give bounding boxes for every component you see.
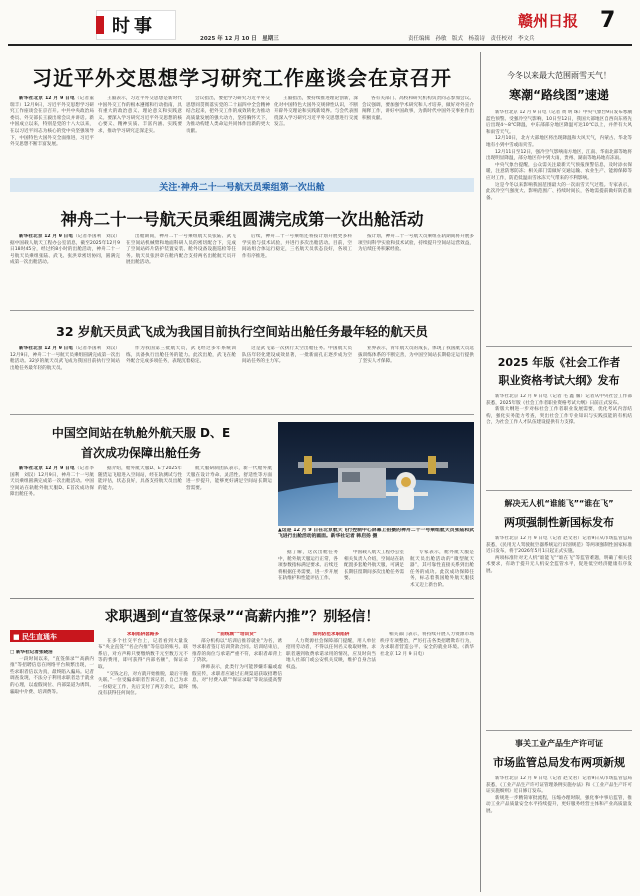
h2-col-4: 业界表示，青年航天员的成长，体现了我国航天员选拔训练体系的不断完善，为中国空间站长期稳定运行提供了坚实人才保障。 [358,346,474,365]
sidebar-kicker-1: 今冬以来最大范围雨雪天气！ [507,71,611,80]
feature-headline-1: 神舟二十一号航天员乘组圆满完成第一次出舱活动 [60,210,424,229]
sidebar-headline-3b: 两项强制性新国标发布 [504,516,614,529]
photo-caption: ▲这是 12 月 9 日在北京航天飞行控制中心屏幕上拍摄的神舟二十一号乘组航天员张陆和武飞进行出舱活动的画面。新华社记者 韩启扬 摄 [278,528,474,540]
sidebar-headline-4b: 市场监管总局发布两项新规 [493,756,625,769]
sidebar-divider [480,52,481,892]
sidebar-headline-2a: 2025 年版《社会工作者 [497,356,621,369]
lead-col-1: 新华社北京 12 月 9 日电（记者董瑞丰）12月9日，习近平外交思想学习研究工作座谈会在京召开。中共中央政治局委员、外交部长王毅出席会议并讲话。新中国成立以来，特别是党的十八大以来，在以习近平同志为核心的党中央坚强领导下，中国特色大国外交全面推进，习近平外交思想不断丰富发展。 [10,96,94,148]
sidebar-text-4: 新华社北京 12 月 9 日电（记者 赵文君）记者9日从市场监管总局获悉，《工业产品生产许可证管理条例实施办法》和《工业产品生产许可证实施细则》近日修订发布。 新规进一步精简审批流程，压缩办理时限，强化事中事后监管，推动工业产品质量安全水平持续提升，更好服务经营主体和产业高质量发展。 [486,776,632,814]
h1-col-4: 按计划，神舟二十一号航天员乘组在轨期间将开展多项空间科学实验和技术试验，持续提升空间站运营效益，为后续任务积累经验。 [358,234,474,253]
masthead-rule [8,44,632,46]
h3-col-4: 据了解，这次出舱任务中，舱外航天服运行正常，各项参数指标满足要求。后续还将根据任务需要，进一步开展在轨维护和性能评估工作。 [278,550,338,582]
bottom-col-2: 求职陷阱套路多 在多个社交平台上，记者看到大量发布“央企直签”“名企内推”等信息的账号。联系后，对方声称只要缴纳数千元至数万元不等的费用，即可获得“内部名额”，保证录取。 “交钱之后，对方就开始推脱，最后干脆失联。”一位受骗求职者告诉记者，自己为求一份稳定工作，先后支付了两万余元，最终没有获得任何岗位。 [98,632,188,697]
sidebar-rule-1 [486,346,632,347]
section-mark [96,16,104,34]
sidebar-rule-2 [486,490,632,491]
sidebar-rule-3 [486,730,632,731]
lead-col-4: 王毅指出，要持续推进理论创新，深化对中国特色大国外交规律性认识，不断开辟外交理论和实践新境界。与会代表围绕深入学习研究习近平外交思想进行交流发言。 [274,96,358,128]
feature-divider-1 [10,310,474,311]
page-number: 7 [600,8,616,33]
h2-col-1: 新华社北京 12 月 9 日电（记者李国利 刘汉）12月9日，神舟二十一号航天员乘组圆满完成第一次出舱活动。32岁的航天员武飞成为我国目前执行空间站出舱任务最年轻的航天员。 [10,346,120,371]
lead-col-3: 会议指出，要把学习研究习近平外交思想同贯彻落实党的二十届四中全会精神结合起来，把外交工作的成效转化为推动高质量发展的强大动力，坚持胸怀天下，为推动构建人类命运共同体作出新的更大贡献。 [186,96,270,134]
bottom-divider [10,598,474,599]
sidebar-headline-4a: 事关工业产品生产许可证 [515,739,603,748]
lead-col-2: 王毅表示，习近平外交思想是新时代中国外交工作的根本遵循和行动指南，具有重大的政治意义、理论意义和实践意义。要深入学习研究习近平外交思想的核心要义、精神实质、丰富内涵、实践要求，推动学习研究走深走实。 [98,96,182,134]
issue-date: 2025 年 12 月 10 日 星期三 [200,36,279,42]
feature-divider-2 [10,414,474,415]
h2-col-3: 这是武飞第一次执行太空出舱任务。中国航天员队伍年轻化建设成效显著，一批新面孔正逐步成为空间站任务的主力军。 [242,346,352,365]
column-label: ■ 民生直通车 [13,633,58,641]
sidebar-text-1: 新华社北京 12 月 9 日电（记者 黄 明 珠）中央气象台9日发布寒潮蓝色预警。受强冷空气影响，10日至12日，我国大部地区自西向东将先后出现4～8℃降温，中东部部分地区降温可达10℃以上，并伴有大风和雨雪天气。 12月10日，北方大部地区将出现降温和大风天气，内蒙古、华北等地有小到中雪或雨夹雪。 12月11日至12日，强冷空气影响南方地区，江南、华南北部等地将出现明显降温，部分地区有中到大雨，贵州、湖南等地局地有冻雨。 中央气象台提醒，公众需关注最新天气预报预警信息，及时添衣保暖，注意防寒防冻；相关部门需做好交通运输、农业生产、能源保障等应对工作，防范低温雨雪冰冻天气带来的不利影响。 这是今冬以来影响我国范围最大的一次雨雪天气过程。专家表示，此次冷空气强度大、影响范围广、持续时间长，各地需提前做好防范准备。 [486,110,632,201]
h3-col-5: 中国载人航天工程办公室相关负责人介绍，空间站在轨配置多套舱外航天服，可满足长期驻留期间多次出舱任务需要。 [344,550,404,582]
lead-col-5: 各有关部门、高校和研究机构负责同志参加会议。会议强调，要加强学术研究和人才培养，做好对外宣介阐释工作，讲好中国故事，为新时代中国外交事业作出积极贡献。 [362,96,474,121]
editors-line: 责任编辑 孙敏 版式 杨荔诗 责任校对 李文兵 [408,36,535,42]
h3-col-3: 航天服研制团队表示，新一代舱外航天服在设计寿命、灵活性、舒适性等方面进一步提升，能够更好满足空间站长期运营需要。 [186,466,272,491]
section-title: 时事 [112,16,156,37]
h3-col-2: 据介绍，舱外航天服D、E于2025年随货运飞船进入空间站，经在轨测试与性能评估，状态良好，具备支持航天员出舱的能力。 [98,466,182,491]
h1-col-2: 出舱期间，神舟二十一号乘组航天员张陆、武飞在空间站机械臂和地面科研人员的密切配合下，完成了空间站碎片防护装置安装、舱外设备设施巡检等任务。航天员张洪章在舱内配合支持两名出舱航天员开展出舱活动。 [126,234,236,266]
lead-headline: 习近平外交思想学习研究工作座谈会在京召开 [32,66,452,90]
bottom-col-5: 相关部门表示，将持续开展人力资源市场秩序专项整治，严厉打击各类招聘欺诈行为，为求职者营造公平、安全的就业环境。（新华社北京 12 月 9 日电） [380,632,474,657]
sidebar-headline-2b: 职业资格考试大纲》发布 [498,374,620,387]
feature-headline-3a: 中国空间站在轨舱外航天服 D、E [51,426,231,440]
h1-col-1: 新华社北京 12 月 9 日电（记者李国利 刘汉）据中国载人航天工程办公室消息，截至2025年12月9日18时45分，经过约8小时的出舱活动，神舟二十一号航天员乘组张陆、武飞、张洪章密切协同，圆满完成第一次出舱活动。 [10,234,120,266]
sidebar-text-3: 新华社北京 12 月 9 日电（记者 赵文君）记者9日从市场监管总局获悉，《民用无人驾驶航空器系统运行识别规范》等两项强制性国家标准近日发布，将于2026年5月1日起正式实施。 两项标准针对无人机“谁能飞”“谁在飞”等监管难题，明确了相关技术要求，有助于提升无人机安全监管水平，促进低空经济健康有序发展。 [486,536,632,574]
feature-banner-text: 关注·神舟二十一号航天员乘组第一次出舱 [159,183,325,193]
spacewalk-photo [278,422,474,526]
masthead [0,0,640,46]
sidebar-text-2: 新华社北京 12 月 9 日电（记者 毛 鑫 馨）记者从中央社会工作部获悉，2025年版《社会工作者职业资格考试大纲》日前正式发布。 新版大纲进一步对标社会工作者职业发展需要，优化考试内容结构，强化实务能力考查，突出社会工作专业知识与实践技能的有机结合，为社会工作人才队伍建设提供有力支撑。 [486,394,632,426]
bottom-col-1: □ 新华社记者张晓洁 一段时间以来，“直签保录”“高薪内推”等招聘信息在网络平台频繁出现，一些求职者信以为真，最终陷入骗局。记者调查发现，不法分子利用求职者急于就业的心理，以虚假岗位、内部渠道为诱饵，骗取中介费、培训费等。 [10,650,94,695]
h1-col-3: 后续，神舟二十一号乘组还将按计划开展更多科学实验与技术试验，并进行多次出舱活动。目前，空间站组合体运行稳定，三名航天员状态良好，各项工作有序推进。 [242,234,352,259]
paper-name: 赣州日报 [518,12,579,30]
h2-col-2: 作为我国第三批航天员，武飞经过多年系统训练，具备执行出舱任务的能力。此次出舱，武飞在舱外配合完成多项任务，表现沉着稳定。 [126,346,236,365]
bottom-col-4: 如何防范求职陷阱 人力资源社会保障部门提醒，用人单位招用劳动者，不得以任何名义收取财物。求职者遇到收费承诺录用的情况，应及时向当地人社部门或公安机关反映，维护自身合法权益。 [286,632,376,670]
sidebar-headline-1: 寒潮“路线图”速递 [509,88,609,102]
h3-col-6: 专家表示，舱外航天服是航天员出舱活动的“微型航天器”，其可靠性直接关系到出舱任务的成功。此次成功保障任务，标志着我国舱外航天服技术又迈上新台阶。 [410,550,474,588]
h3-col-1: 新华社北京 12 月 9 日电（记者李国利 刘汉）12月9日，神舟二十一号航天员乘组圆满完成第一次出舱活动。中国空间站在轨舱外航天服D、E首次成功保障出舱任务。 [10,466,94,498]
bottom-headline: 求职遇到“直签保录”“高薪内推”？别轻信！ [104,609,380,625]
bottom-col-3: “前线城”“培训贷” 部分机构以“培训后推荐就业”为名，诱导求职者签订培训贷款合同。培训结束后，推荐的岗位与承诺严重不符，求职者却背上了贷款。 律师表示，此类行为可能涉嫌诈骗或虚假宣传，求职者应通过正规渠道获取招聘信息，对“付费入职”“保证录取”等说法提高警惕。 [192,632,282,690]
sidebar-headline-3a: 解决无人机“谁能飞”“谁在飞” [504,499,614,508]
feature-headline-2: 32 岁航天员武飞成为我国目前执行空间站出舱任务最年轻的航天员 [56,324,428,339]
feature-headline-3b: 首次成功保障出舱任务 [80,446,201,460]
